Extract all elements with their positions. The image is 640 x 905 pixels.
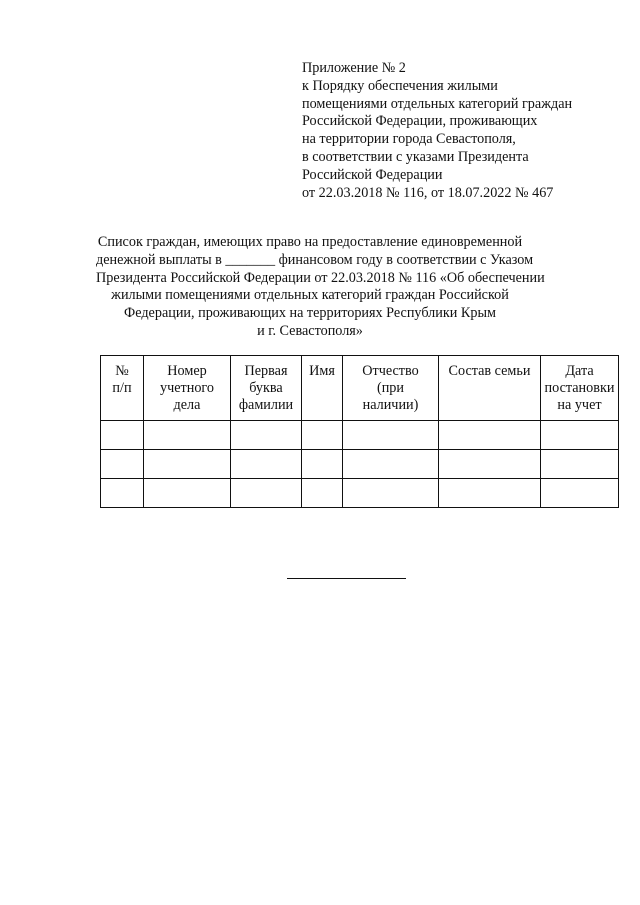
column-header-surname-initial: Первая буква фамилии xyxy=(231,356,302,421)
annex-line: в соответствии с указами Президента xyxy=(302,148,529,165)
annex-line: на территории города Севастополя, xyxy=(302,131,516,148)
closing-separator-line xyxy=(287,578,406,579)
column-header-number: № п/п xyxy=(101,356,144,421)
annex-header xyxy=(302,60,622,202)
table-body xyxy=(101,421,619,508)
table-cell-empty xyxy=(439,421,541,450)
table-cell-empty xyxy=(439,450,541,479)
annex-line: Российской Федерации, проживающих xyxy=(302,113,538,130)
table-cell-empty xyxy=(343,479,439,508)
table-cell-empty xyxy=(144,450,231,479)
table-cell-empty xyxy=(541,450,619,479)
table-cell-empty xyxy=(302,479,343,508)
table-row xyxy=(101,450,619,479)
list-title-line: и г. Севастополя» xyxy=(257,322,363,339)
list-title-line: Список граждан, имеющих право на предоставление единовременной xyxy=(97,234,523,250)
table-cell-empty xyxy=(343,450,439,479)
annex-line: Приложение № 2 xyxy=(302,60,406,76)
list-title-line: денежной выплаты в _______ финансовом году в соответствии с Указом xyxy=(96,251,534,268)
column-header-registration-date: Дата постановки на учет xyxy=(541,356,619,421)
list-title-line: жилыми помещениями отдельных категорий граждан Российской xyxy=(111,287,509,304)
table-cell-empty xyxy=(343,421,439,450)
list-title-line: Президента Российской Федерации от 22.03.2018 № 116 «Об обеспечении xyxy=(96,269,545,286)
annex-line: к Порядку обеспечения жилыми xyxy=(302,77,498,94)
table-cell-empty xyxy=(231,450,302,479)
column-header-first-name: Имя xyxy=(302,356,343,421)
citizens-register-table xyxy=(100,355,619,508)
table-cell-empty xyxy=(101,479,144,508)
table-header-row xyxy=(101,356,619,421)
table-cell-empty xyxy=(302,450,343,479)
table-cell-empty xyxy=(302,421,343,450)
column-header-case-number: Номер учетного дела xyxy=(144,356,231,421)
annex-line: помещениями отдельных категорий граждан xyxy=(302,95,573,112)
list-title xyxy=(96,234,545,341)
table-cell-empty xyxy=(101,450,144,479)
table-cell-empty xyxy=(541,421,619,450)
table-cell-empty xyxy=(144,421,231,450)
column-header-patronymic: Отчество (при наличии) xyxy=(343,356,439,421)
column-header-family-composition: Состав семьи xyxy=(439,356,541,421)
table-row xyxy=(101,421,619,450)
table-cell-empty xyxy=(101,421,144,450)
table-cell-empty xyxy=(144,479,231,508)
annex-line: Российской Федерации xyxy=(302,166,443,183)
table-cell-empty xyxy=(231,479,302,508)
table-cell-empty xyxy=(541,479,619,508)
annex-line: от 22.03.2018 № 116, от 18.07.2022 № 467 xyxy=(302,184,554,201)
table-row xyxy=(101,479,619,508)
table-cell-empty xyxy=(231,421,302,450)
list-title-line: Федерации, проживающих на территориях Республики Крым xyxy=(124,305,496,322)
table-cell-empty xyxy=(439,479,541,508)
